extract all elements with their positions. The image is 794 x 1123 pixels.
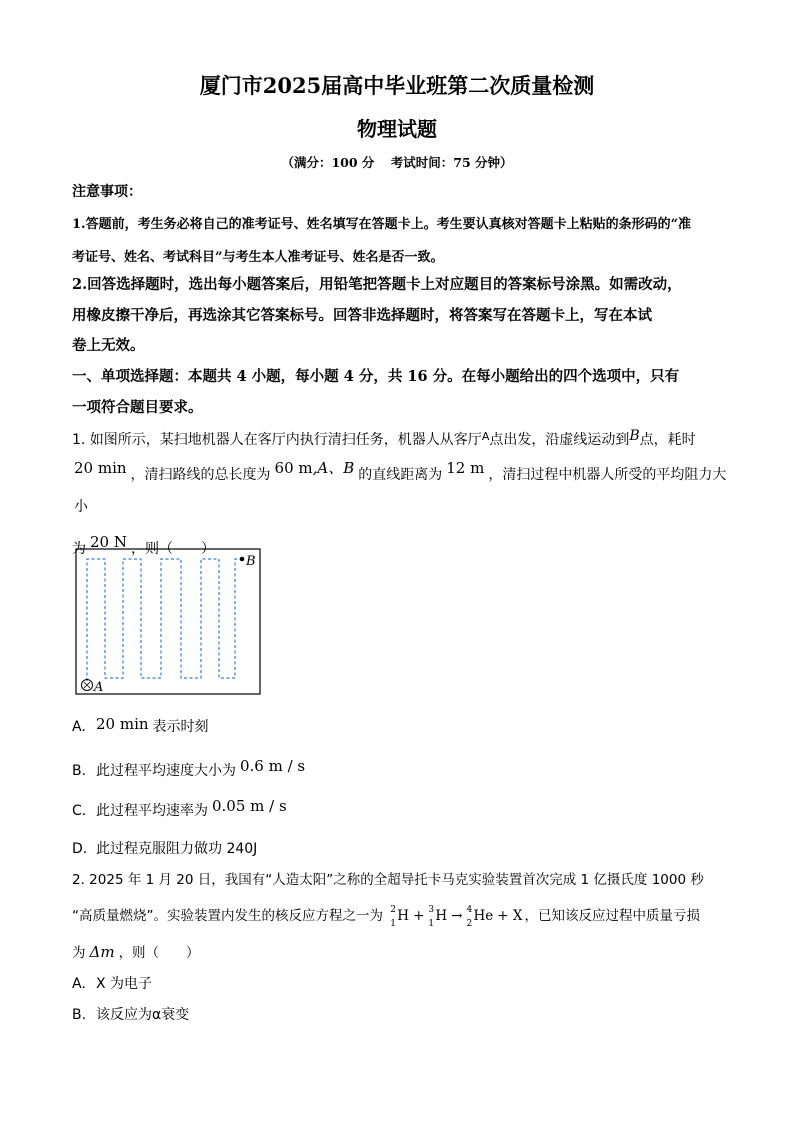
- option-text: 此过程克服阻力做功 240J: [96, 841, 258, 857]
- q1-text: 为: [72, 540, 86, 557]
- element-symbol: H: [397, 908, 410, 924]
- q2-math-mass-defect: Δm: [89, 943, 115, 961]
- q1-text: ，则（ ）: [130, 540, 215, 557]
- question-2-line-1: 2. 2025 年 1 月 20 日，我国有“人造太阳”之称的全超导托卡马克实验装置首次完成 1 亿摄氏度 1000 秒: [72, 872, 704, 888]
- notice-item-2-line-2: 用橡皮擦干净后，再选涂其它答案标号。回答非选择题时，将答案写在答题卡上，写在本试: [72, 306, 652, 324]
- charge-number: 1: [390, 919, 397, 929]
- exam-meta: [0, 153, 794, 171]
- mass-number: 3: [428, 905, 435, 915]
- q1-math-force: 20 N: [90, 532, 127, 551]
- figure-label-b: B: [246, 554, 256, 569]
- option-text: 此过程平均速率为: [96, 803, 208, 819]
- question-1-line-1: [72, 424, 727, 458]
- mass-number: 4: [466, 905, 473, 915]
- section-1-heading: [72, 362, 727, 423]
- notice-item-2: [72, 270, 727, 362]
- option-letter: D.: [72, 841, 88, 857]
- charge-number: 1: [428, 919, 435, 929]
- notice-item-1-line-1: 1.答题前，考生务必将自己的准考证号、姓名填写在答题卡上。考生要认真核对答题卡上粘贴的条形码的“准: [72, 217, 692, 232]
- q1-text: ，清扫路线的总长度为: [130, 466, 271, 483]
- option-text: 此过程平均速度大小为: [96, 763, 236, 779]
- q1-point-b: B: [629, 428, 640, 444]
- q1-text: ，清扫过程中机器人所受的平均阻力大小: [74, 466, 727, 515]
- question-2-line-2: [72, 898, 727, 934]
- tritium: [428, 898, 448, 934]
- option-math: 0.05 m / s: [212, 797, 287, 815]
- exam-title: 厦门市2025届高中毕业班第二次质量检测: [199, 73, 595, 98]
- exam-time: 考试时间：75 分钟）: [390, 155, 513, 170]
- notice-item-1: [72, 208, 727, 274]
- q1-math-length: 60 m: [274, 458, 313, 477]
- q1-text: 1. 如图所示，某扫地机器人在客厅内执行清扫任务，机器人从客厅: [72, 432, 482, 448]
- notice-item-2-line-3: 卷上无效。: [72, 337, 145, 354]
- deuterium: [390, 898, 410, 934]
- q1-option-c: [72, 797, 291, 820]
- q2-text: 为: [72, 945, 86, 961]
- option-letter: B.: [72, 1007, 87, 1023]
- option-math: 20 min: [96, 715, 149, 733]
- mass-number: 2: [390, 905, 397, 915]
- full-score: （满分：100 分: [281, 155, 375, 170]
- point-b-marker: [240, 557, 245, 562]
- q1-text: 的直线距离为: [358, 466, 443, 483]
- q1-text: 点出发，沿虚线运动到: [489, 432, 630, 448]
- option-letter: A.: [72, 976, 86, 992]
- q2-option-a: [72, 973, 152, 993]
- q2-option-b: [72, 1004, 189, 1024]
- element-symbol: He: [473, 908, 494, 924]
- arrow-icon: →: [451, 908, 463, 924]
- q1-math-distance: 12 m: [446, 458, 485, 477]
- q1-math-ab: ,A、B: [312, 458, 355, 477]
- cleaning-path: [87, 559, 242, 681]
- q2-text: ，已知该反应过程中质量亏损: [524, 908, 700, 924]
- section-1-line-2: 一项符合题目要求。: [72, 398, 203, 416]
- exam-subtitle: 物理试题: [357, 117, 437, 141]
- option-text: 表示时刻: [152, 719, 209, 735]
- q1-option-d: [72, 838, 257, 858]
- notice-heading: 注意事项：: [72, 184, 142, 200]
- q1-option-b: [72, 757, 309, 780]
- q2-text: “高质量燃烧”。实验装置内发生的核反应方程之一为: [72, 908, 383, 924]
- q1-math-time: 20 min: [74, 458, 127, 477]
- option-math: 0.6 m / s: [240, 757, 306, 775]
- option-text: 该反应为α衰变: [96, 1007, 190, 1023]
- particle-x: + X: [497, 908, 523, 924]
- option-text: X 为电子: [96, 976, 153, 992]
- q1-text: 点，耗时: [639, 432, 696, 448]
- q1-point-a: A: [481, 430, 490, 443]
- q1-option-a: [72, 716, 209, 736]
- q2-text: ，则（ ）: [118, 945, 200, 961]
- notice-item-1-line-2: 考证号、姓名、考试科目”与考生本人准考证号、姓名是否一致。: [72, 250, 444, 265]
- element-symbol: H: [435, 908, 448, 924]
- robot-path-figure: [75, 548, 261, 695]
- question-2-line-3: [72, 934, 727, 971]
- charge-number: 2: [466, 919, 473, 929]
- helium: [466, 898, 494, 934]
- option-letter: C.: [72, 803, 87, 819]
- question-1-line-2: [74, 458, 727, 524]
- question-1-stem: [72, 424, 727, 565]
- living-room-outline: [76, 549, 260, 694]
- notice-item-2-line-1: 2.回答选择题时，选出每小题答案后，用铅笔把答题卡上对应题目的答案标号涂黑。如需改动，: [72, 276, 682, 293]
- section-1-line-1: 一、单项选择题：本题共 4 小题，每小题 4 分，共 16 分。在每小题给出的四个选项中，只有: [72, 368, 680, 385]
- question-2-stem: [72, 862, 727, 971]
- option-letter: B.: [72, 763, 87, 779]
- plus-sign: +: [413, 908, 425, 924]
- option-letter: A.: [72, 719, 86, 735]
- figure-label-a: A: [94, 680, 104, 695]
- robot-icon-mark: [84, 682, 90, 688]
